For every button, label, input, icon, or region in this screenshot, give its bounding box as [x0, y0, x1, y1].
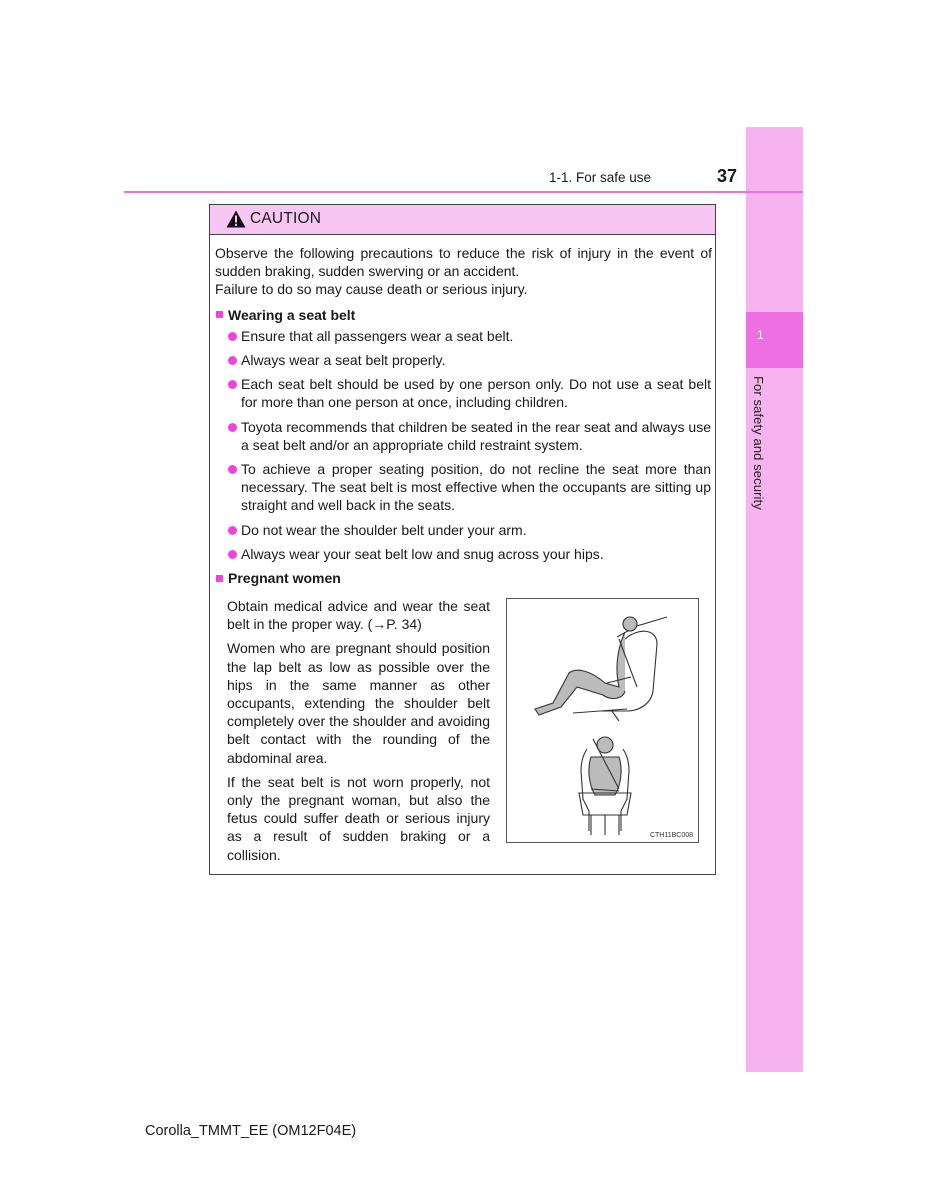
caution-intro — [215, 244, 712, 299]
list-item — [215, 521, 711, 539]
bullet-dot-icon — [228, 423, 237, 432]
list-item-text: Always wear your seat belt low and snug across your hips. — [241, 545, 604, 562]
section-title: 1-1. For safe use — [549, 170, 652, 185]
list-item — [215, 460, 711, 515]
bullet-dot-icon — [228, 380, 237, 389]
list-item-text: Toyota recommends that children be seated in the rear seat and always use a seat belt and/or an appropriate child restraint system. — [241, 418, 711, 453]
chapter-number: 1 — [757, 328, 764, 342]
pregnant-heading-text: Pregnant women — [228, 570, 341, 587]
list-item — [215, 375, 711, 411]
chapter-label: For safety and security — [751, 376, 766, 510]
caution-box — [209, 204, 716, 875]
list-item-text: To achieve a proper seating position, do not recline the seat more than necessary. The seat belt is most effective when the occupants are sitting up straight and well back in the seats. — [241, 461, 711, 514]
pregnant-paragraph: If the seat belt is not worn properly, not only the pregnant woman, but also the fetus could suffer death or serious injury as a result of sudden braking or a collision. — [227, 773, 490, 863]
illustration-code: CTH11BC008 — [649, 832, 693, 839]
warning-triangle-icon — [226, 210, 246, 228]
pregnant-text — [227, 597, 490, 870]
list-item-text: Ensure that all passengers wear a seat belt. — [241, 327, 514, 344]
caution-title: CAUTION — [250, 210, 322, 227]
list-item-text: Always wear a seat belt properly. — [241, 352, 446, 369]
page-number: 37 — [717, 166, 738, 186]
list-item-text: Each seat belt should be used by one person only. Do not use a seat belt for more than one person at once, including children. — [241, 376, 711, 411]
footer-document-id: Corolla_TMMT_EE (OM12F04E) — [145, 1123, 357, 1139]
chapter-number-tab[interactable] — [746, 312, 803, 368]
pregnant-seat-belt-illustration — [506, 598, 699, 843]
header-rule — [124, 191, 803, 193]
seat-belt-heading-text: Wearing a seat belt — [228, 306, 356, 323]
intro-text: Observe the following precautions to reduce the risk of injury in the event of sudden braking, sudden swerving or an accident. — [215, 245, 712, 280]
chapter-side-tab — [746, 127, 803, 1072]
bullet-dot-icon — [228, 332, 237, 341]
bullet-dot-icon — [228, 356, 237, 365]
caution-header — [210, 205, 715, 235]
list-item — [215, 545, 711, 563]
square-bullet-icon — [216, 311, 223, 318]
pregnant-paragraph: Women who are pregnant should position the lap belt as low as possible over the hips in the same manner as other occupants, extending the shoulder belt completely over the shoulder and avoiding belt contact with the rounding of the abdominal area. — [227, 640, 490, 766]
pregnant-heading — [215, 569, 712, 587]
square-bullet-icon — [216, 575, 223, 582]
intro-text: Failure to do so may cause death or serious injury. — [215, 281, 528, 298]
pregnant-paragraph: Obtain medical advice and wear the seat belt in the proper way. (→P. 34) — [227, 598, 490, 633]
bullet-dot-icon — [228, 465, 237, 474]
list-item — [215, 327, 711, 345]
seated-pregnant-woman-figure — [507, 599, 698, 842]
seat-belt-heading — [215, 306, 712, 324]
caution-body — [215, 244, 712, 587]
bullet-dot-icon — [228, 526, 237, 535]
bullet-dot-icon — [228, 550, 237, 559]
seat-belt-list — [215, 327, 712, 563]
list-item-text: Do not wear the shoulder belt under your arm. — [241, 521, 527, 538]
list-item — [215, 418, 711, 454]
list-item — [215, 351, 711, 369]
